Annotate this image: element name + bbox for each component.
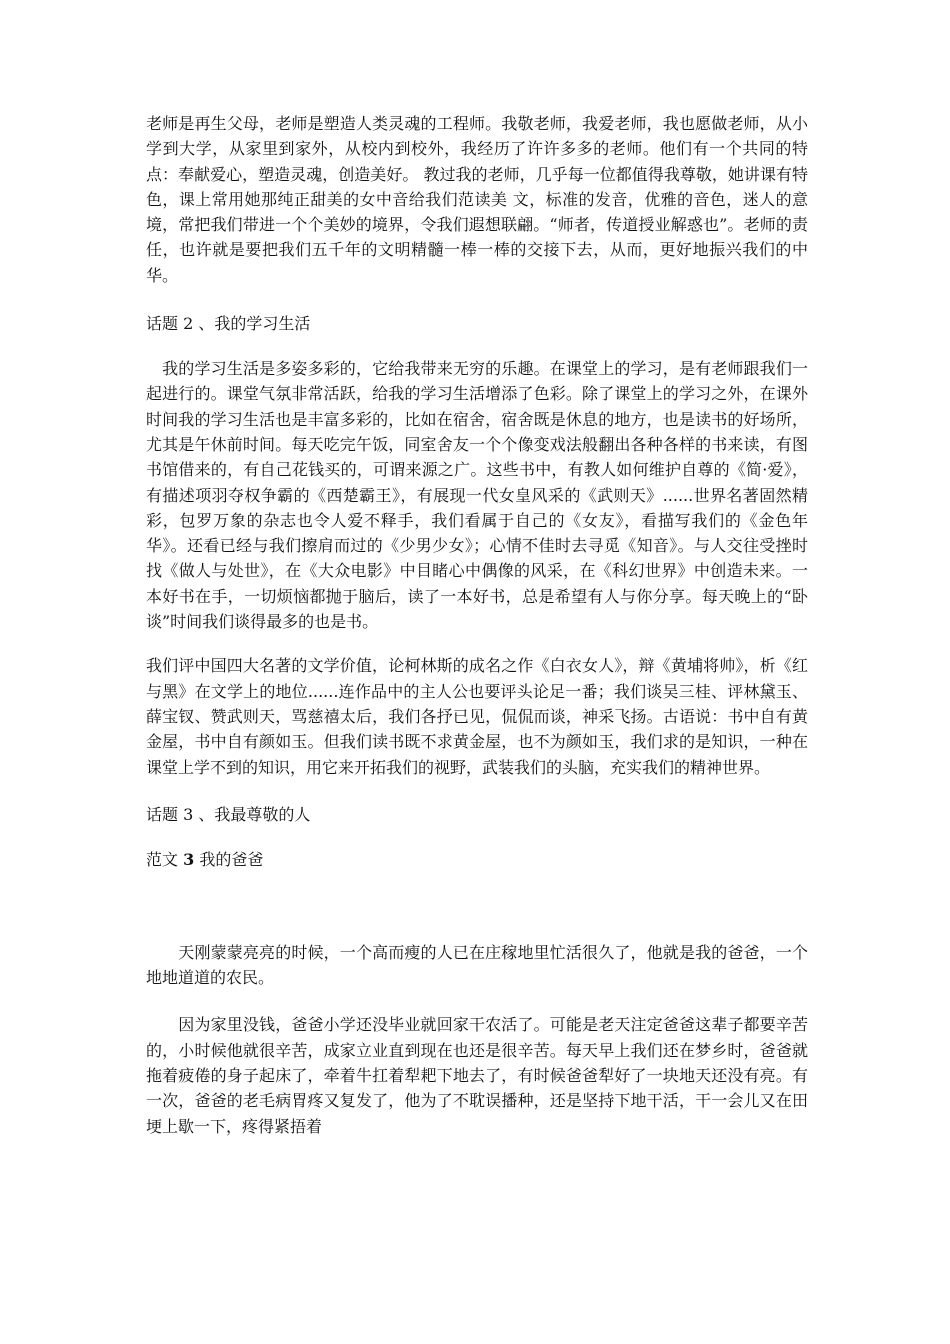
spacer (146, 288, 808, 311)
essay-prefix: 范文 (146, 849, 179, 869)
essay-3-heading (146, 847, 808, 872)
topic-2-heading: 话题 2 、我的学习生活 (146, 314, 311, 334)
spacer (146, 827, 808, 847)
topic-3-heading: 话题 3 、我最尊敬的人 (146, 804, 311, 824)
spacer (146, 990, 808, 1012)
spacer (146, 336, 808, 356)
paragraph-father-intro: 天刚蒙蒙亮亮的时候，一个高而瘦的人已在庄稼地里忙活很久了，他就是我的爸爸，一个地地道道的农民。 (146, 942, 808, 988)
essay-number: 3 (183, 849, 195, 869)
spacer (146, 872, 808, 940)
document-page (146, 111, 808, 1139)
paragraph-study-life: 我的学习生活是多姿多彩的，它给我带来无穷的乐趣。在课堂上的学习，是有老师跟我们一起进行的。课堂气氛非常活跃，给我的学习生活增添了色彩。除了课堂上的学习之外，在课外时间我的学习生活也是丰富多彩的，比如在宿舍，宿舍既是休息的地方，也是读书的好场所，尤其是午休前时间。每天吃完午饭，同室舍友一个个像变戏法般翻出各种各样的书来读，有图书馆借来的，有自己花钱买的，可谓来源之广。这些书中，有教人如何维护自尊的《简·爱》，有描述项羽夺权争霸的《西楚霸王》，有展现一代女皇风采的《武则天》......世界名著固然精彩，包罗万象的杂志也令人爱不释手，我们看属于自己的《女友》，看描写我们的《金色年华》。还看已经与我们擦肩而过的《少男少女》；心情不佳时去寻觅《知音》。与人交往受挫时找《做人与处世》，在《大众电影》中目睹心中偶像的风采，在《科幻世界》中创造未来。一本好书在手，一切烦恼都抛于脑后，读了一本好书，总是希望有人与你分享。每天晚上的“卧谈”时间我们谈得最多的也是书。 (146, 359, 808, 632)
essay-title: 我的爸爸 (199, 849, 264, 869)
paragraph-teacher: 老师是再生父母，老师是塑造人类灵魂的工程师。我敬老师，我爱老师，我也愿做老师，从小学到大学，从家里到家外，从校内到校外，我经历了许许多多的老师。他们有一个共同的特点：奉献爱心，塑造灵魂，创造美好。 教过我的老师，几乎每一位都值得我尊敬，她讲课有特色，课上常用她那纯正甜美的女中音给我们范读美 文，标准的发音，优雅的音色，迷人的意境，常把我们带进一个个美妙的境界，令我们遐想联翩。“师者，传道授业解惑也”。老师的责任，也许就是要把我们五千年的文明精髓一棒一棒的交接下去，从而，更好地振兴我们的中华。 (146, 114, 808, 285)
paragraph-father-work: 因为家里没钱，爸爸小学还没毕业就回家干农活了。可能是老天注定爸爸这辈子都要辛苦的，小时候他就很辛苦，成家立业直到现在也还是很辛苦。每天早上我们还在梦乡时，爸爸就拖着疲倦的身子起床了，牵着牛扛着犁耙下地去了，有时候爸爸犁好了一块地天还没有亮。有一次，爸爸的老毛病胃疼又复发了，他为了不耽误播种，还是坚持下地干活，干一会儿又在田埂上歇一下，疼得紧捂着 (146, 1015, 808, 1136)
spacer (146, 634, 808, 653)
paragraph-study-books: 我们评中国四大名著的文学价值，论柯林斯的成名之作《白衣女人》，辩《黄埔将帅》，析《红与黑》在文学上的地位......连作品中的主人公也要评头论足一番；我们谈吴三桂、评林黛玉、薛宝钗、赞武则天，骂慈禧太后，我们各抒已见，侃侃而谈，神采飞扬。古语说：书中自有黄金屋，书中自有颜如玉。但我们读书既不求黄金屋，也不为颜如玉，我们求的是知识，一种在课堂上学不到的知识，用它来开拓我们的视野，武装我们的头脑，充实我们的精神世界。 (146, 656, 808, 777)
spacer (146, 780, 808, 802)
